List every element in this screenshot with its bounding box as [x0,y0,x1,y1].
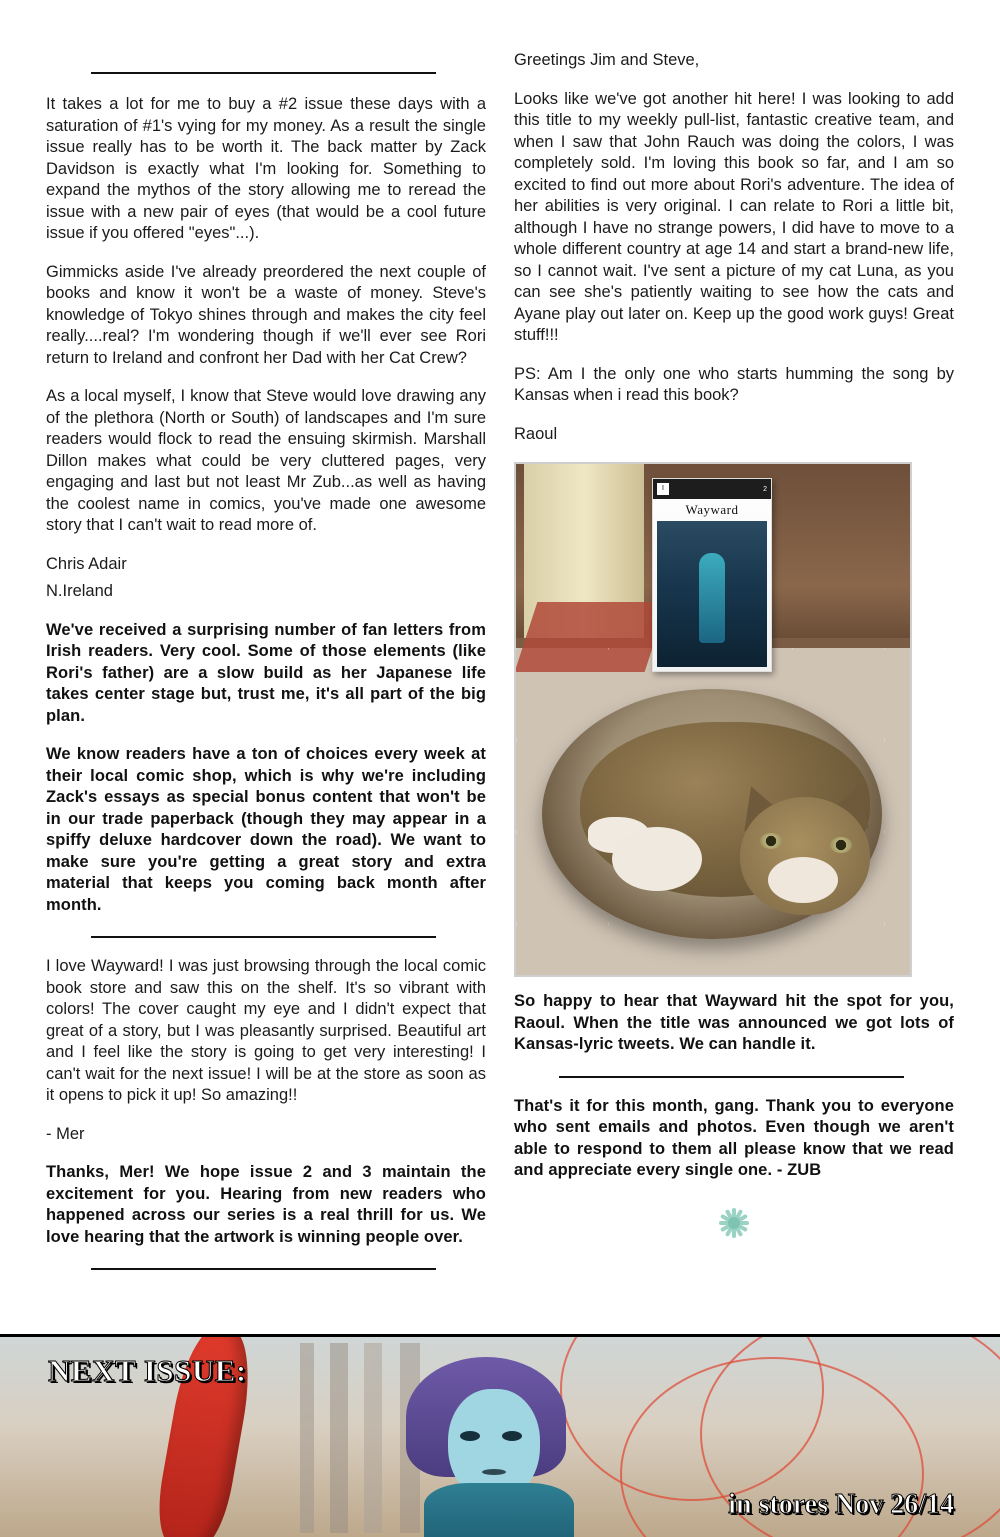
section-divider-mid-left [91,936,436,938]
letter1-paragraph-1: It takes a lot for me to buy a #2 issue these days with a saturation of #1's vying for my money. As a result the single issue really has to be worth it. The back matter by Zack Davidson is exactly what I'm looking for. Something to expand the mythos of the story allowing me to reread the issue with a new pair of eyes (that would be a cool future issue if you offered "eyes"...). [46,95,486,242]
image-comics-logo-icon: I [657,483,669,495]
editor-reply-3-paragraph-1: So happy to hear that Wayward hit the spot for you, Raoul. When the title was announced we got lots of Kansas-lyric tweets. We can handle it. [514,992,954,1053]
letter3-paragraph-1: Looks like we've got another hit here! I was looking to add this title to my weekly pull-list, fantastic creative team, and when I saw that John Rauch was doing the colors, I was completely sold. I'm loving this book so far, and I am so excited to find out more about Rori's adventure. The idea of her abilities is very original. I can relate to Rori a little bit, although I have no strange powers, I did have to move to a whole different country at age 14 and start a brand-new life, so I cannot wait. I've sent a picture of my cat Luna, as you can see she's patiently waiting to see how the cats and Ayane play out later on. Keep up the good work guys! Great stuff!!! [514,89,954,344]
letter1-signature-location: N.Ireland [46,582,113,600]
editor-reply-1-paragraph-2: We know readers have a ton of choices every week at their local comic shop, which is why we're including Zack's essays as special bonus content that won't be in our trade paperback (though they may appear in a spiffy deluxe hardcover down the road). We want to make sure you're getting a great story and extra material that keeps you coming back month after month. [46,745,486,914]
next-issue-label: NEXT ISSUE: [48,1353,247,1388]
letter1-signature-name: Chris Adair [46,554,127,573]
flower-core [728,1217,740,1229]
next-issue-banner [0,1334,1000,1537]
letter3-signature-name: Raoul [514,424,558,443]
in-stores-date-label: in stores Nov 26/14 [728,1489,954,1520]
reader-photo [514,462,912,977]
character-coat [424,1483,574,1537]
comic-issue-number: 2 [763,485,767,493]
banner-character [396,1357,576,1537]
character-eye-left [460,1431,480,1441]
cat-eye-left [760,833,782,849]
closing-note: That's it for this month, gang. Thank you to everyone who sent emails and photos. Even though we aren't able to respond to them all please know that we read and appreciate every single one. - ZUB [514,1096,954,1179]
letter2-signature-name: - Mer [46,1124,85,1143]
comic-cover-title: Wayward [685,502,739,517]
wayward-comic-cover [652,478,772,672]
character-eye-right [502,1431,522,1441]
character-mouth [482,1469,506,1475]
left-column [46,50,486,1288]
comic-cover-header [653,479,771,499]
section-divider-right [559,1076,904,1078]
cat-eye-right [830,837,852,853]
letter2-paragraph-1: I love Wayward! I was just browsing through the local comic book store and saw this on the shelf. It's so vibrant with colors! The cover caught my eye and I didn't expect that great of a story, but I was pleasantly surprised. Beautiful art and I feel like the story is going to get very interesting! I can't wait for the next issue! I will be at the store as soon as it opens to pick it up! So amazing!! [46,957,486,1104]
right-column [514,50,954,1238]
section-divider-bottom-left [91,1268,436,1270]
letter1-paragraph-2: Gimmicks aside I've already preordered the next couple of books and know it won't be a waste of money. Steve's knowledge of Tokyo shines through and makes the city feel really....real? I'm wondering though if we'll ever see Rori return to Ireland and confront her Dad with her Cat Crew? [46,262,486,367]
letter1-paragraph-3: As a local myself, I know that Steve would love drawing any of the plethora (North or South) of landscapes and I'm sure readers would flock to read the ensuing skirmish. Marshall Dillon makes what could be very cluttered pages, very engaging and last but not least Mr Zub...as well as having the coolest name in comics, you've made one awesome story that I can't wait to read more of. [46,387,486,534]
comic-cover-artwork [657,521,767,667]
letter3-postscript: PS: Am I the only one who starts humming the song by Kansas when i read this book? [514,364,954,404]
editor-reply-1-paragraph-1: We've received a surprising number of fan letters from Irish readers. Very cool. Some of those elements (like Rori's father) are a slow build as her Japanese life takes center stage but, trust me, it's all part of the big plan. [46,620,486,725]
editor-reply-2-paragraph-1: Thanks, Mer! We hope issue 2 and 3 maintain the excitement for you. Hearing from new readers who happened across our series is a real thrill for us. We love hearing that the artwork is winning people over. [46,1163,486,1246]
cat-muzzle [768,857,838,903]
letter3-greeting: Greetings Jim and Steve, [514,51,700,69]
cat-chest [612,827,702,891]
section-divider-top-left [91,72,436,74]
flower-ornament-icon [719,1208,749,1238]
